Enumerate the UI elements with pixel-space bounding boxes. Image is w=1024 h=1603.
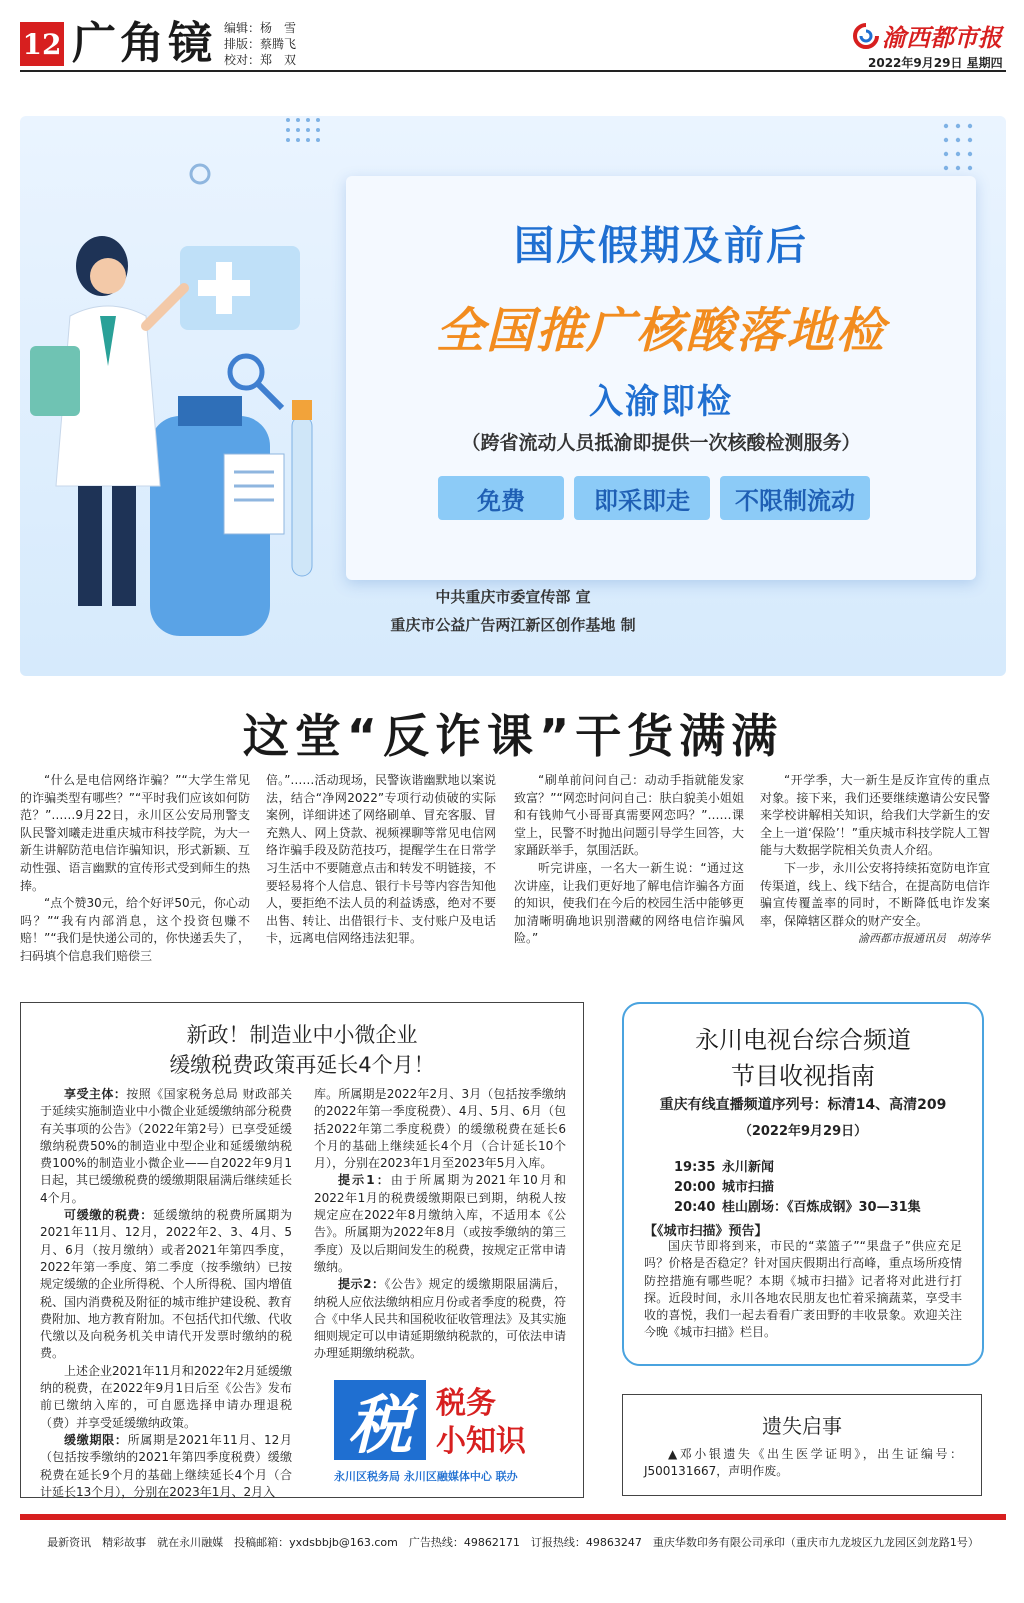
article-paragraph: “刷单前问问自己：动动手指就能发家致富？”“网恋时问问自己：肤白貌美小姐姐和有钱帅气小哥哥真需要网恋吗？”……课堂上，民警不时抛出问题引导学生回答，大家踊跃举手，氛围活跃。 — [514, 773, 744, 858]
article-column-1 — [20, 772, 250, 966]
tax-logo-line2: 小知识 — [436, 1424, 526, 1459]
tax-policy-title-line1: 新政！制造业中小微企业 — [186, 1023, 418, 1047]
ad-subtitle: 入渝即检 — [589, 382, 733, 422]
program-row — [674, 1156, 774, 1175]
logo-swirl-icon — [852, 22, 880, 50]
section-title: 广角镜 — [72, 18, 216, 69]
policy-paragraph: 享受主体：按照《国家税务总局 财政部关于延续实施制造业中小微企业延缓缴纳部分税费有关事项的公告》（2022年第2号）已享受延缓缴纳税费50%的制造业中型企业和延缓缴纳税费100%的制造业小微企业——自2022年9月1日起，其已缓缴税费的缓缴期限届满后继续延长4个月。 — [40, 1087, 293, 1205]
lost-notice-text: ▲邓小银遗失《出生医学证明》，出生证编号：J500131667，声明作废。 — [644, 1447, 962, 1478]
article-paragraph: 倍。”……活动现场，民警诙谐幽默地以案说法，结合“净网2022”专项行动侦破的实际案例，详细讲述了网络刷单、冒充客服、冒充熟人、网上贷款、视频裸聊等常见电信网络诈骗手段及防范技巧，提醒学生在日常学习生活中不要随意点击和转发不明链接，不要轻易将个人信息、银行卡号等内容告知他人，要拒绝不法人员的利益诱惑，绝对不要出售、转让、出借银行卡、支付账户及电话卡，远离电信网络违法犯罪。 — [266, 773, 496, 946]
program-row — [674, 1196, 921, 1215]
tax-knowledge-logo — [330, 1378, 570, 1488]
program-name: 永川新闻 — [722, 1160, 775, 1175]
policy-paragraph: 库。所属期是2022年2月、3月（包括按季缴纳的2022年第一季度税费）、4月、5月、6月（包括2022年第二季度税费）的缓缴税费在延长6个月的基础上继续延长4个月（合计延长10个月），分别在2023年1月至2023年5月入库。 — [314, 1087, 566, 1171]
tag-quick: 即采即走 — [574, 476, 710, 520]
tv-guide-title — [624, 1022, 982, 1094]
ad-note: （跨省流动人员抵渝即提供一次核酸检测服务） — [461, 432, 861, 454]
article-paragraph: “开学季，大一新生是反诈宣传的重点对象。接下来，我们还要继续邀请公安民警来学校讲解相关知识，给我们大学新生的安全上一道‘保险’！”重庆城市科技学院人工智能与大数据学院相关负责人介绍。 — [760, 773, 990, 858]
article-paragraph: 下一步，永川公安将持续拓宽防电诈宣传渠道，线上、线下结合，在提高防电信诈骗宣传覆盖率的同时，不断降低电诈发案率，保障辖区群众的财产安全。 — [760, 860, 990, 928]
article-byline: 渝西都市报通讯员 胡涛华 — [858, 932, 990, 946]
policy-paragraph: 提示1：由于所属期为2021年10月和2022年1月的税费缓缴期限已到期，纳税人按规定应在2022年8月缴纳入库，不适用本《公告》。所属期为2022年8月（或按季缴纳的第三季度）及以后期间发生的税费，按规定正常申请缴纳。 — [314, 1173, 567, 1274]
lost-notice-title: 遗失启事 — [762, 1414, 842, 1438]
program-name: 桂山剧场：《百炼成钢》30—31集 — [722, 1200, 921, 1215]
ad-credit-producer: 重庆市公益广告两江新区创作基地 制 — [390, 616, 636, 634]
ad-title: 国庆假期及前后 — [514, 223, 808, 269]
proofread-line: 校对：郑 双 — [224, 53, 297, 67]
program-time: 20:40 — [674, 1200, 716, 1215]
article-headline: 这堂“反诈课”干货满满 — [242, 709, 784, 763]
tax-policy-title-line2: 缓缴税费政策再延长4个月！ — [169, 1053, 435, 1077]
page-number: 12 — [20, 22, 64, 66]
ad-headline: 全国推广核酸落地检 — [435, 303, 886, 359]
article-column-4 — [760, 772, 990, 948]
policy-paragraph: 提示2：《公告》规定的缓缴期限届满后，纳税人应依法缴纳相应月份或者季度的税费，符合《中华人民共和国税收征收管理法》及其实施细则规定可以申请延期缴纳税款的，可依法申请办理延期缴纳税款。 — [314, 1277, 567, 1361]
ad-credit-publicity: 中共重庆市委宣传部 宣 — [435, 588, 591, 606]
tax-logo-line1: 税务 — [436, 1386, 496, 1421]
program-row — [674, 1176, 774, 1195]
policy-paragraph: 上述企业2021年11月和2022年2月延缓缴纳的税费，在2022年9月1日后至《公告》发布前已缴纳入库的，可自愿选择申请办理退税（费）并享受延缓缴纳政策。 — [40, 1363, 292, 1430]
program-time: 20:00 — [674, 1180, 716, 1195]
tax-logo-mark: 税 — [334, 1380, 426, 1460]
article-paragraph: “点个赞30元，给个好评50元，你心动吗？”“我有内部消息，这个投资包赚不赔！”“我们是快递公司的，你快递丢失了，扫码填个信息我们赔偿三 — [20, 896, 250, 963]
footer-info: 最新资讯 精彩故事 就在永川融媒 投稿邮箱：yxdsbbjb@163.com 广告热线：49862171 订报热线：49863247 重庆华数印务有限公司承印（重庆市九龙坡区九龙园区剑龙路1号） — [47, 1536, 979, 1549]
header-rule — [20, 70, 1006, 72]
tax-policy-column-right — [314, 1086, 566, 1363]
article-paragraph: “什么是电信网络诈骗？”“大学生常见的诈骗类型有哪些？”“平时我们应该如何防范？”……9月22日，永川区公安局刑警支队民警刘曦走进重庆城市科技学院，为大一新生讲解防范电信诈骗知识，形式新颖、互动性强、语言幽默的宣传形式受到师生的热捧。 — [20, 773, 250, 893]
tax-logo-credit: 永川区税务局 永川区融媒体中心 联办 — [334, 1470, 518, 1483]
editor-line: 编辑：杨 雪 — [224, 21, 297, 35]
paper-name: 渝西都市报 — [882, 23, 1002, 52]
program-name: 城市扫描 — [722, 1180, 775, 1195]
tv-guide-title-line1: 永川电视台综合频道 — [695, 1026, 911, 1054]
article-paragraph: 听完讲座，一名大一新生说：“通过这次讲座，让我们更好地了解电信诈骗各方面的知识，使我们在今后的校园生活中能够更加清晰明确地识别潜藏的网络电信诈骗风险。” — [514, 860, 744, 946]
tag-unrestricted: 不限制流动 — [720, 476, 870, 520]
tax-policy-title — [20, 1020, 584, 1080]
article-column-2 — [266, 772, 496, 948]
issue-date: 2022年9月29日 星期四 — [868, 56, 1003, 70]
editor-credits — [224, 20, 296, 68]
footer-rule — [20, 1514, 1006, 1520]
tax-policy-column-left — [40, 1086, 292, 1501]
policy-paragraph: 可缓缴的税费：延缓缴纳的税费所属期为2021年11月、12月，2022年2、3、4月、5月、6月（按月缴纳）或者2021年第四季度，2022年第一季度、第二季度（按季缴纳）已按规定缓缴的企业所得税、个人所得税、国内增值税、国内消费税及附征的城市维护建设税、教育费附加、地方教育附加。不包括代扣代缴、代收代缴以及向税务机关申请代开发票时缴纳的税费。 — [40, 1208, 293, 1361]
tv-guide-date: （2022年9月29日） — [738, 1124, 868, 1139]
newspaper-logo — [852, 18, 1012, 52]
preview-text: 国庆节即将到来，市民的“菜篮子”“果盘子”供应充足吗？价格是否稳定？针对国庆假期出行高峰，重点场所疫情防控措施有哪些呢？本期《城市扫描》记者将对此进行打探。近段时间，永川各地农民朋友也忙着采摘蔬菜，享受丰收的喜悦，我们一起去看看广袤田野的丰收景象。欢迎关注今晚《城市扫描》栏目。 — [644, 1239, 962, 1340]
tv-channel-numbers: 重庆有线直播频道序列号：标清14、高清209 — [659, 1097, 947, 1113]
tag-free: 免费 — [438, 476, 564, 520]
tv-guide-title-line2: 节目收视指南 — [731, 1062, 875, 1090]
article-column-3 — [514, 772, 744, 948]
program-time: 19:35 — [674, 1160, 716, 1175]
preview-heading: 【《城市扫描》预告】 — [644, 1224, 768, 1239]
policy-paragraph: 缓缴期限：所属期是2021年11月、12月（包括按季缴纳的2021年第四季度税费）缓缴税费在延长9个月的基础上继续延长4个月（合计延长13个月），分别在2023年1月、2月入 — [40, 1432, 292, 1499]
layout-line: 排版：蔡腾飞 — [224, 37, 297, 51]
